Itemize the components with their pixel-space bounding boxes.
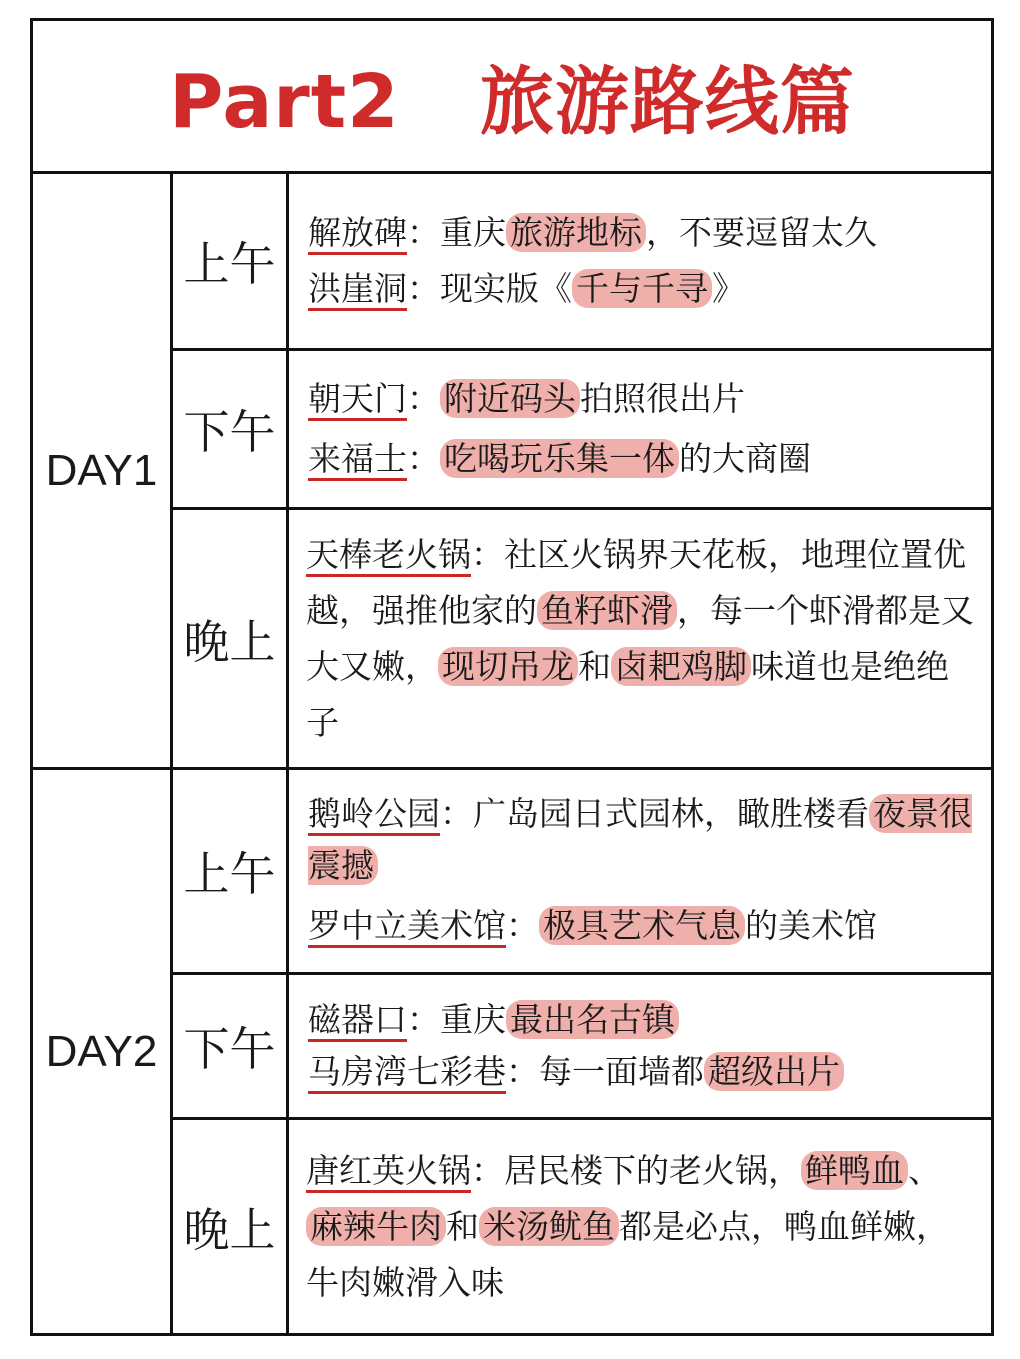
description: 的美术馆 [745, 906, 877, 945]
place-name: 解放碑 [308, 213, 407, 255]
highlight: 现切吊龙 [438, 647, 578, 686]
day1-evening-content [292, 510, 991, 767]
list-item [308, 994, 977, 1046]
place-name: 磁器口 [308, 1000, 407, 1042]
description: 广岛园日式园林，瞰胜楼看 [473, 794, 869, 833]
highlight: 千与千寻 [572, 269, 712, 308]
title-row [33, 21, 991, 174]
description: 的大商圈 [679, 439, 811, 478]
place-name: 朝天门 [308, 379, 407, 421]
day2-afternoon-content [292, 975, 991, 1117]
highlight: 鱼籽虾滑 [537, 591, 677, 630]
highlight: 旅游地标 [506, 213, 646, 252]
description: 和 [446, 1206, 479, 1246]
description: 》 [712, 269, 745, 308]
description: 和 [578, 646, 611, 686]
place-name: 罗中立美术馆 [308, 906, 506, 948]
list-item [308, 1046, 977, 1098]
separator: ： [407, 379, 440, 418]
list-item [308, 205, 977, 261]
separator: ： [440, 794, 473, 833]
separator: ： [407, 1000, 440, 1039]
place-name: 来福士 [308, 439, 407, 481]
highlight: 最出名古镇 [506, 1000, 679, 1039]
day2-evening-content [292, 1120, 991, 1333]
day1-morning-label: 上午 [173, 174, 289, 348]
day2-morning-label: 上午 [173, 770, 289, 972]
list-item [308, 261, 977, 317]
day1-afternoon-label: 下午 [173, 351, 289, 507]
day1-morning-content [292, 174, 991, 348]
page-title: Part2 旅游路线篇 [169, 59, 855, 145]
list-item [308, 433, 977, 485]
separator: ： [407, 213, 440, 252]
place-name: 唐红英火锅 [306, 1151, 471, 1193]
place-name: 天棒老火锅 [306, 535, 471, 577]
description: ，每一个虾滑都是又大又嫩， [306, 590, 974, 686]
separator: ： [506, 1052, 539, 1091]
highlight: 麻辣牛肉 [306, 1207, 446, 1246]
highlight: 米汤鱿鱼 [479, 1207, 619, 1246]
highlight: 卤耙鸡脚 [611, 647, 751, 686]
place-name: 鹅岭公园 [308, 794, 440, 836]
place-name: 洪崖洞 [308, 269, 407, 311]
description: 味道也是绝绝子 [306, 646, 949, 742]
day2-afternoon-label: 下午 [173, 975, 289, 1117]
highlight: 鲜鸭血 [801, 1151, 908, 1190]
day2-label: DAY2 [33, 770, 173, 1333]
description: 拍照很出片 [580, 379, 745, 418]
day1-afternoon-content [292, 351, 991, 507]
description: ：居民楼下的老火锅， [471, 1150, 801, 1190]
highlight: 吃喝玩乐集一体 [440, 439, 679, 478]
description: 重庆 [440, 213, 506, 252]
description: 每一面墙都 [539, 1052, 704, 1091]
description: 重庆 [440, 1000, 506, 1039]
description: 、 [908, 1150, 941, 1190]
list-item [308, 788, 977, 892]
highlight: 夜景很震撼 [308, 794, 972, 885]
itinerary-table [30, 18, 994, 1336]
day2-evening-label: 晚上 [173, 1120, 289, 1333]
place-name: 马房湾七彩巷 [308, 1052, 506, 1094]
list-item [308, 373, 977, 425]
description: ，不要逗留太久 [646, 213, 877, 252]
separator: ： [506, 906, 539, 945]
separator: ： [407, 439, 440, 478]
day2-morning-content [292, 770, 991, 972]
highlight: 超级出片 [704, 1052, 844, 1091]
list-item [308, 898, 977, 954]
description: ：社区火锅界天花板，地理位置优越，强推他家的 [306, 534, 966, 630]
description: 都是必点，鸭血鲜嫩，牛肉嫩滑入味 [306, 1206, 949, 1302]
description-paragraph [306, 527, 977, 751]
description-paragraph [306, 1143, 977, 1311]
description: 现实版《 [440, 269, 572, 308]
day1-label: DAY1 [33, 174, 173, 767]
highlight: 附近码头 [440, 379, 580, 418]
day1-evening-label: 晚上 [173, 510, 289, 767]
separator: ： [407, 269, 440, 308]
highlight: 极具艺术气息 [539, 906, 745, 945]
